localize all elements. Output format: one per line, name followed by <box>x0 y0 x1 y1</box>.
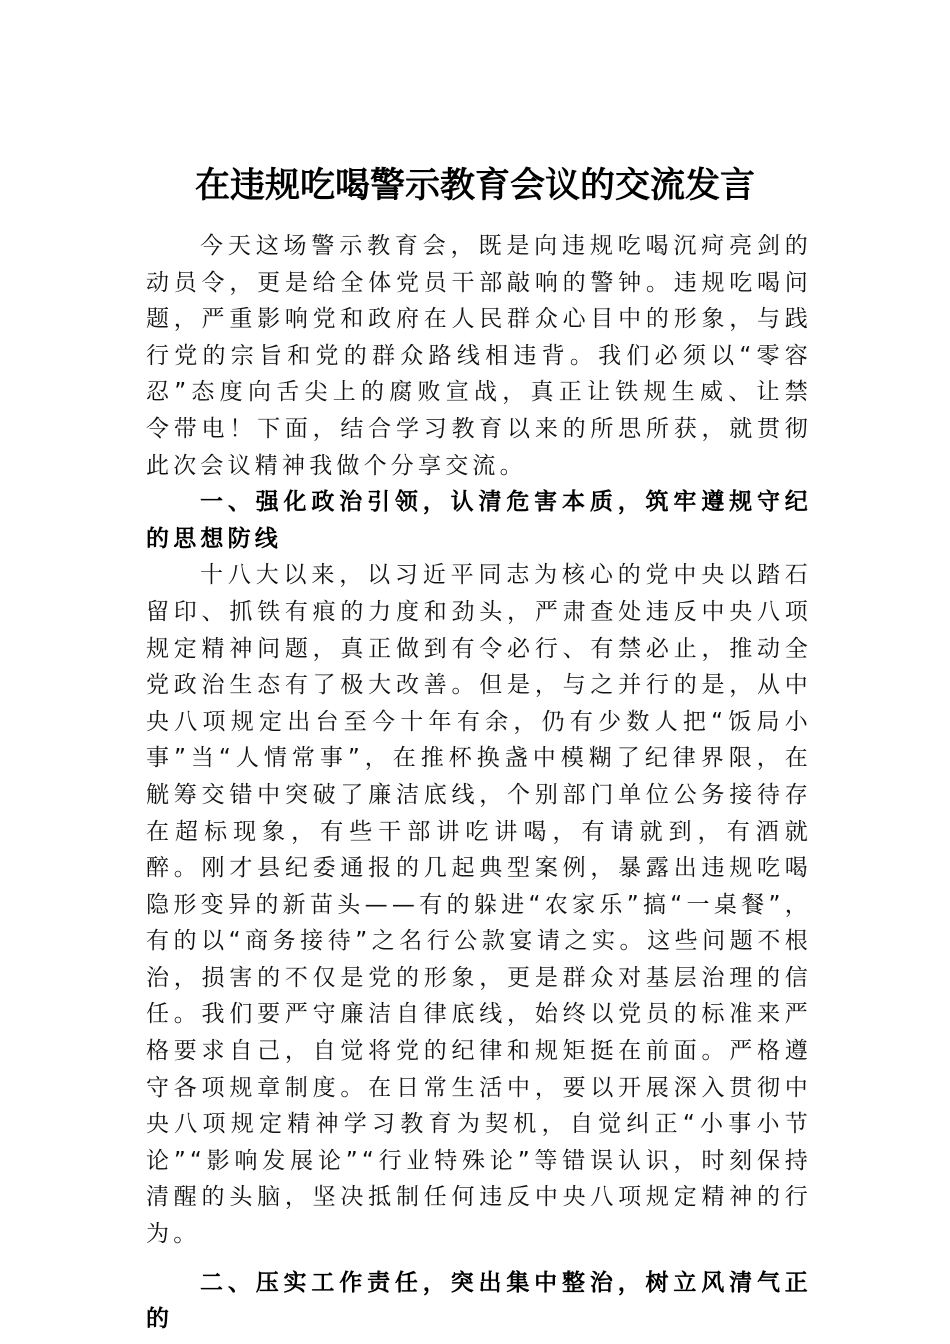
intro-paragraph: 今天这场警示教育会，既是向违规吃喝沉疴亮剑的动员令，更是给全体党员干部敲响的警钟。违规吃喝问题，严重影响党和政府在人民群众心目中的形象，与践行党的宗旨和党的群众路线相违背。我们必须以“零容忍”态度向舌尖上的腐败宣战，真正让铁规生威、让禁令带电！下面，结合学习教育以来的所思所获，就贯彻此次会议精神我做个分享交流。 <box>146 233 812 479</box>
section-1-paragraph: 十八大以来，以习近平同志为核心的党中央以踏石留印、抓铁有痕的力度和劲头，严肃查处违反中央八项规定精神问题，真正做到有令必行、有禁必止，推动全党政治生态有了极大改善。但是，与之并行的是，从中央八项规定出台至今十年有余，仍有少数人把“饭局小事”当“人情常事”，在推杯换盏中模糊了纪律界限，在觥筹交错中突破了廉洁底线，个别部门单位公务接待存在超标现象，有些干部讲吃讲喝，有请就到，有酒就醉。刚才县纪委通报的几起典型案例，暴露出违规吃喝隐形变异的新苗头——有的躲进“农家乐”搞“一桌餐”，有的以“商务接待”之名行公款宴请之实。这些问题不根治，损害的不仅是党的形象，更是群众对基层治理的信任。我们要严守廉洁自律底线，始终以党员的标准来严格要求自己，自觉将党的纪律和规矩挺在前面。严格遵守各项规章制度。在日常生活中，要以开展深入贯彻中央八项规定精神学习教育为契机，自觉纠正“小事小节论”“影响发展论”“行业特殊论”等错误认识，时刻保持清醒的头脑，坚决抵制任何违反中央八项规定精神的行为。 <box>146 562 812 1248</box>
section-2-heading: 二、压实工作责任，突出集中整治，树立风清气正的 <box>146 1269 812 1333</box>
section-1-heading: 一、强化政治引领，认清危害本质，筑牢遵规守纪的思想防线 <box>146 489 812 552</box>
document-title: 在违规吃喝警示教育会议的交流发言 <box>194 165 755 206</box>
document-body <box>146 228 812 1338</box>
